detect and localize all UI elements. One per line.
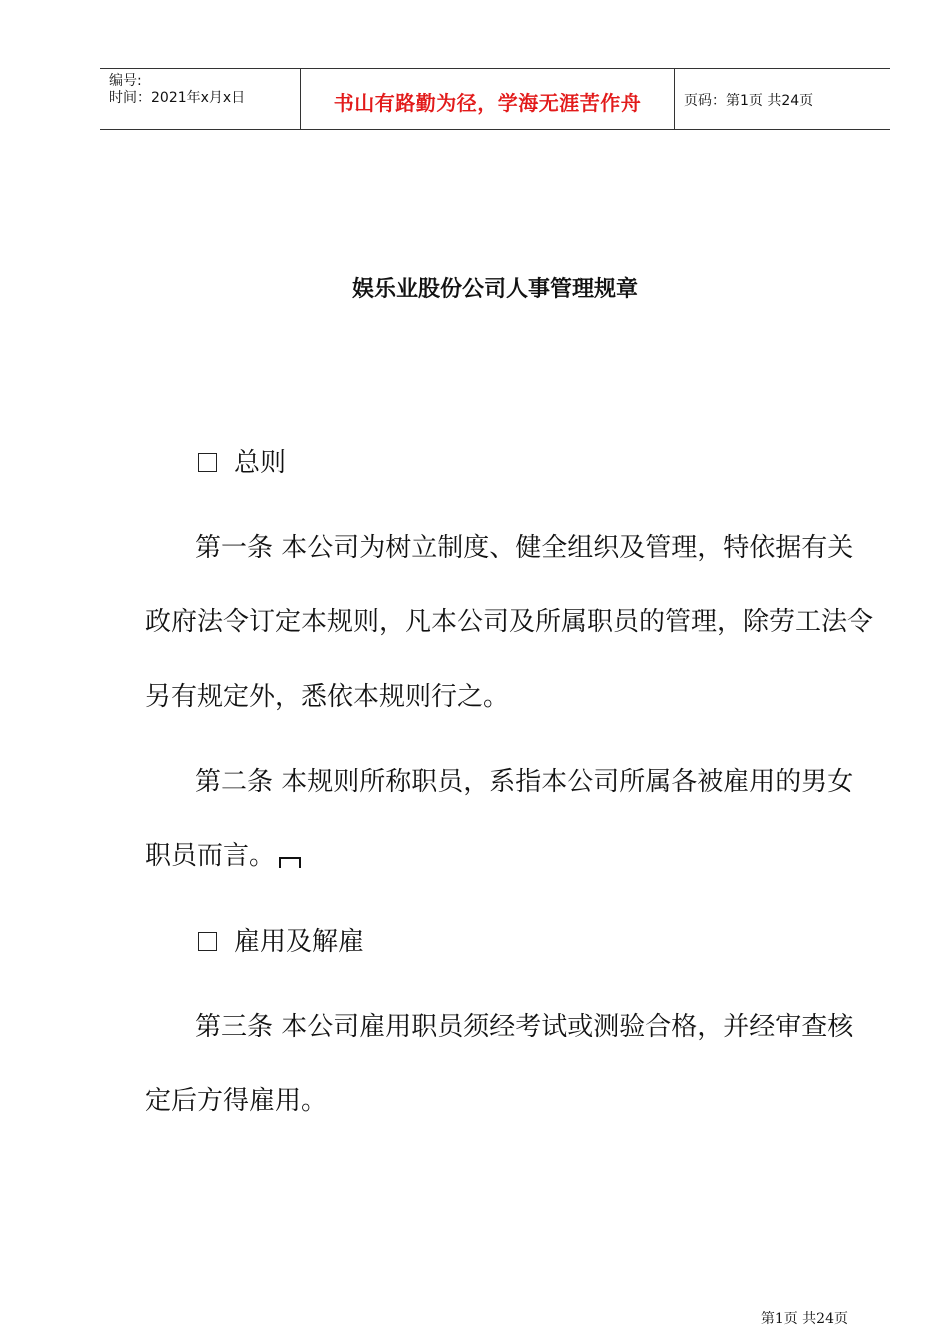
section-heading-general (198, 442, 286, 479)
motto-text: 书山有路勤为径，学海无涯苦作舟 (333, 91, 642, 115)
article-line: 政府法令订定本规则，凡本公司及所属职员的管理，除劳工法令 (145, 607, 874, 637)
footer-page-number: 第1页 共24页 (760, 1311, 848, 1327)
checkbox-icon (198, 453, 217, 472)
revision-mark-icon (279, 857, 301, 868)
article-line: 第二条 本规则所称职员，系指本公司所属各被雇用的男女 (195, 767, 854, 797)
article-line: 另有规定外，悉依本规则行之。 (145, 682, 510, 712)
date-label: 时间：2021年x月x日 (109, 90, 246, 106)
article-line: 定后方得雇用。 (145, 1086, 328, 1116)
article-line-text: 职员而言。 (145, 841, 276, 871)
serial-number-label: 编号: (109, 73, 142, 89)
article-line: 第一条 本公司为树立制度、健全组织及管理，特依据有关 (195, 533, 854, 563)
article-line: 第三条 本公司雇用职员须经考试或测验合格，并经审查核 (195, 1012, 854, 1042)
page-header (100, 68, 890, 130)
checkbox-icon (198, 932, 217, 951)
section-heading-text: 雇用及解雇 (234, 927, 365, 957)
section-heading-text: 总则 (234, 448, 287, 478)
section-heading-employment (198, 921, 364, 958)
header-page-cell (675, 69, 890, 129)
article-line-with-mark (145, 835, 301, 872)
header-motto-cell (301, 69, 675, 129)
header-page-number: 页码：第1页 共24页 (684, 93, 814, 109)
header-meta-cell (100, 69, 301, 129)
document-title: 娱乐业股份公司人事管理规章 (351, 277, 638, 302)
